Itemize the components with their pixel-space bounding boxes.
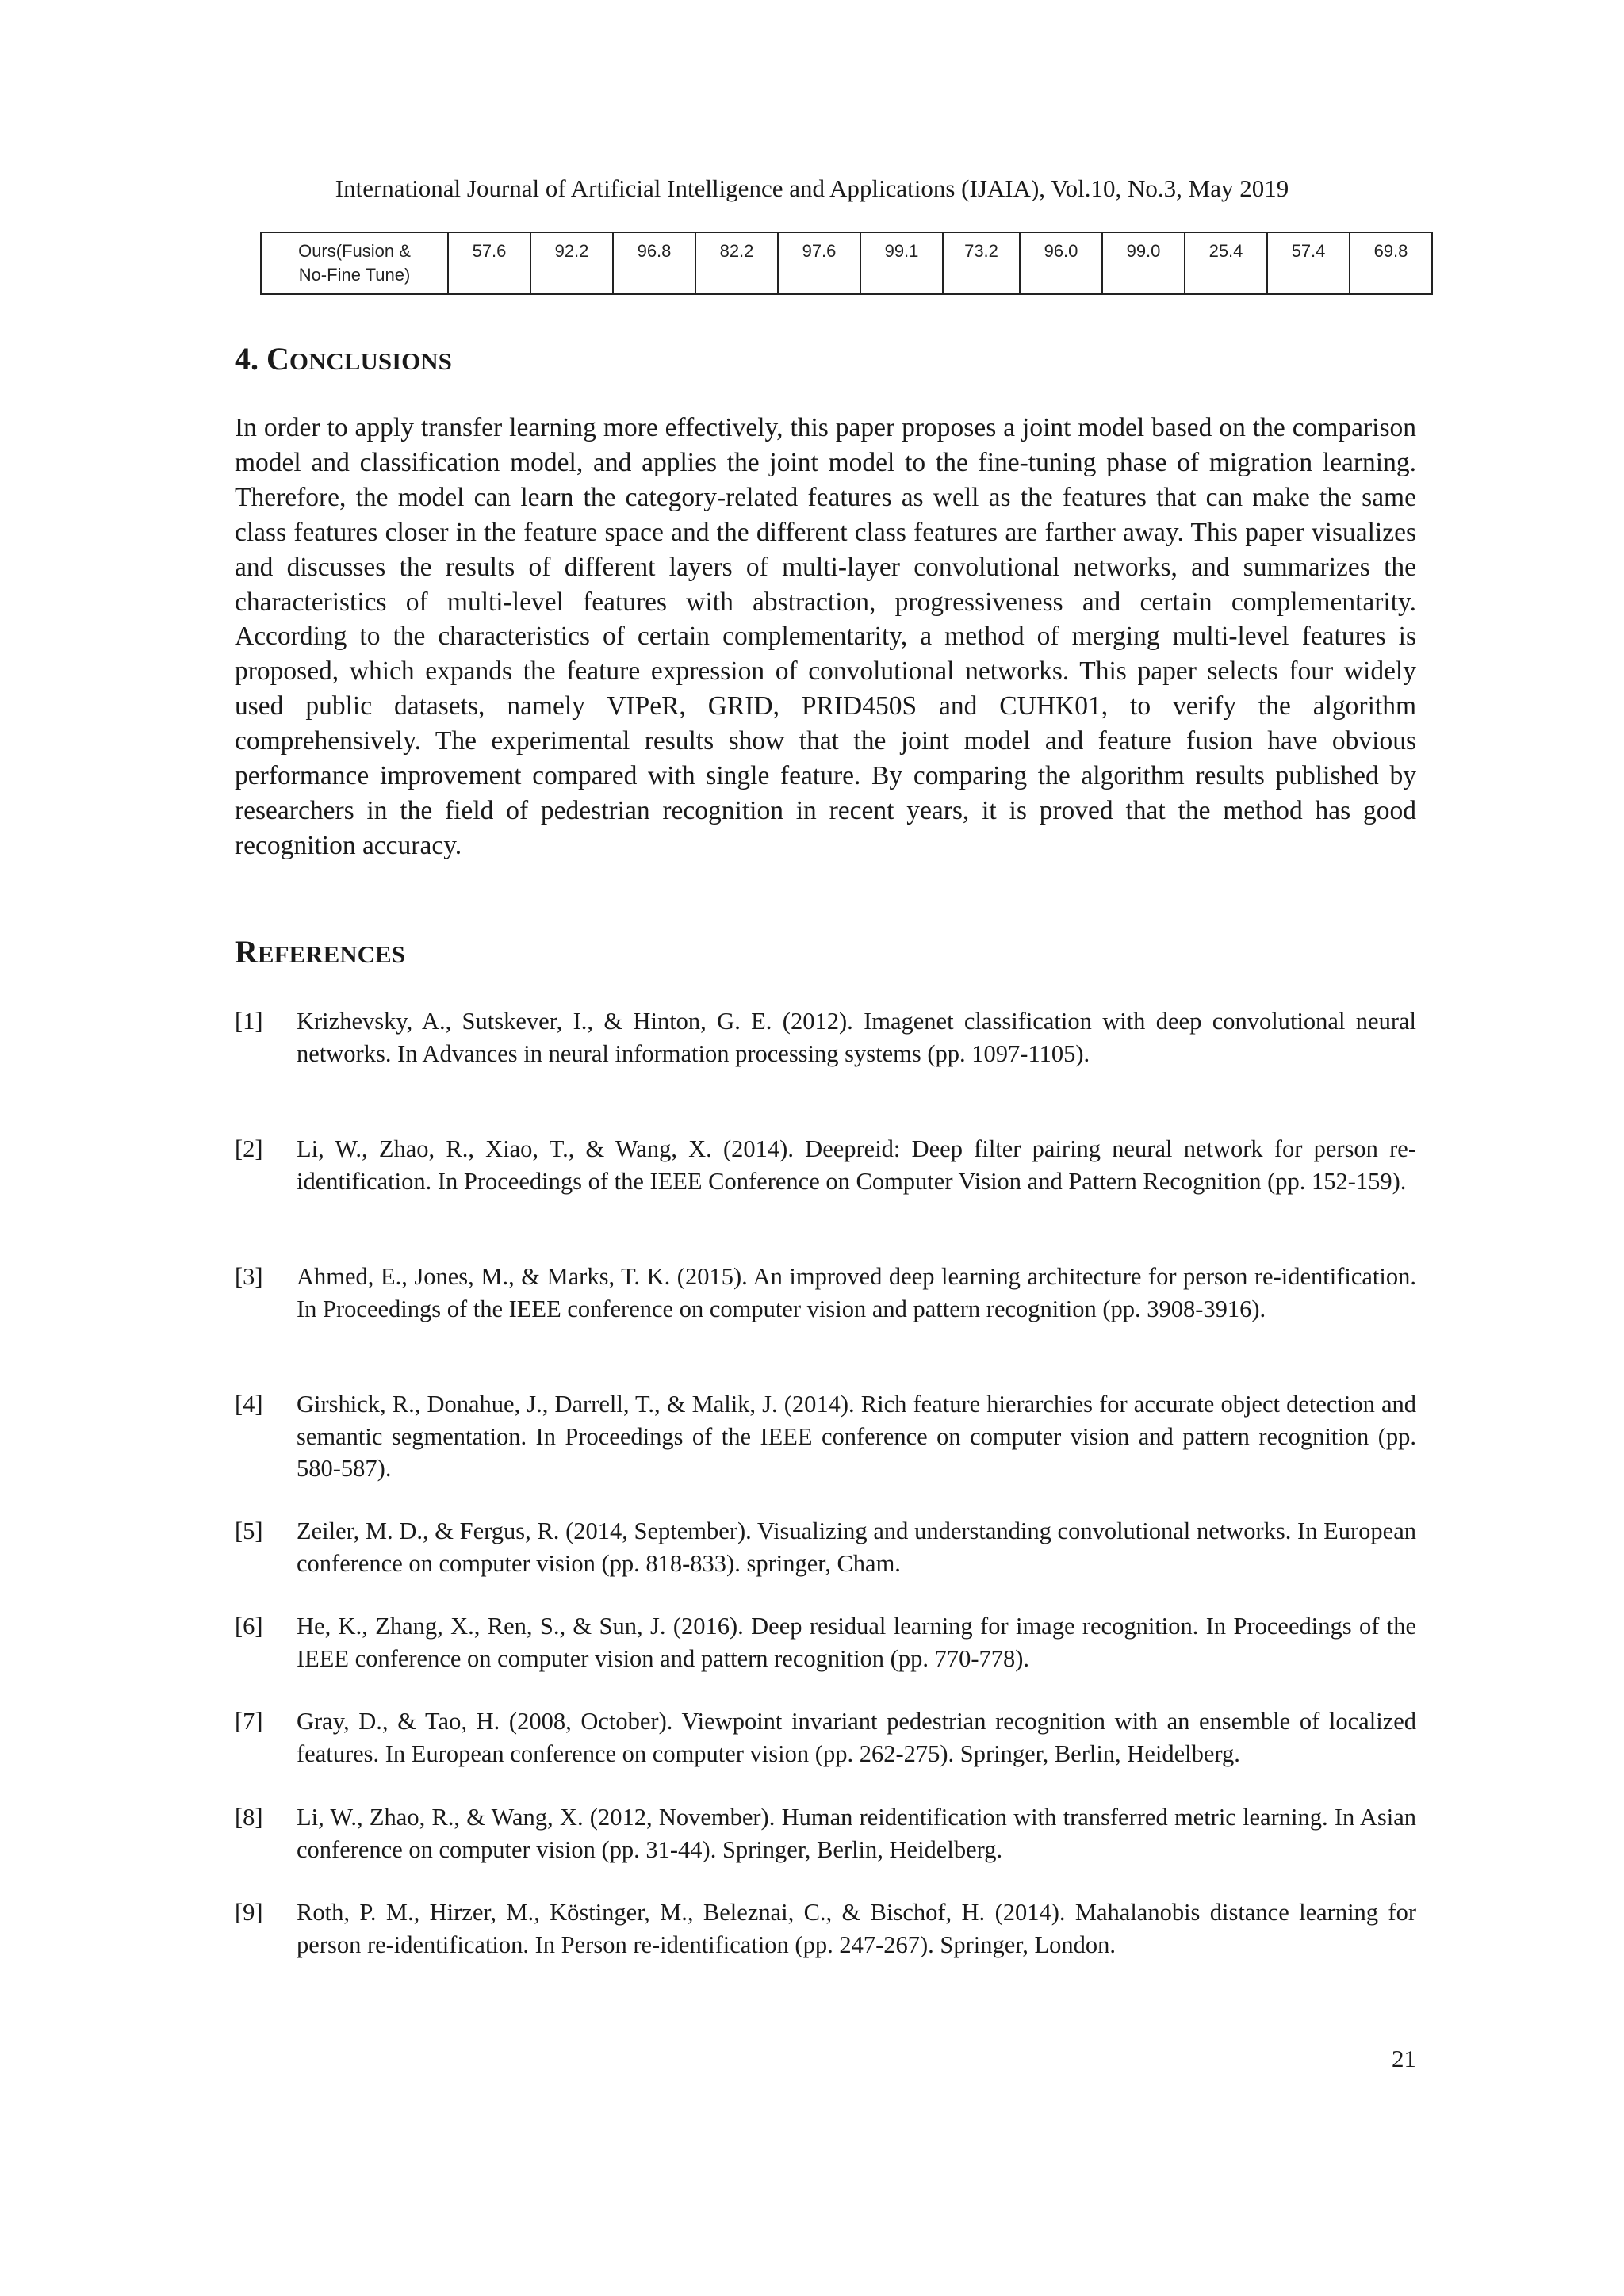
reference-item: [235, 1388, 1416, 1485]
row-label-line-1: Ours(Fusion &: [298, 241, 411, 261]
running-header: International Journal of Artificial Intelligence and Applications (IJAIA), Vol.10, No.3, May 2019: [335, 174, 1289, 202]
references-title-rest: EFERENCES: [257, 940, 405, 968]
table-cell: 25.4: [1185, 232, 1267, 294]
table-cell: 92.2: [530, 232, 613, 294]
reference-text: Zeiler, M. D., & Fergus, R. (2014, September). Visualizing and understanding convolutional networks. In European conference on computer vision (pp. 818-833). springer, Cham.: [297, 1517, 1416, 1577]
conclusions-number: 4.: [235, 341, 266, 377]
table-cell: 96.0: [1020, 232, 1102, 294]
reference-item: [235, 1261, 1416, 1325]
reference-item: [235, 1801, 1416, 1866]
table-cell: 96.8: [613, 232, 695, 294]
reference-number: [2]: [235, 1135, 263, 1162]
conclusions-title-cap: C: [266, 341, 289, 377]
table-cell: 73.2: [943, 232, 1020, 294]
results-table: [260, 232, 1433, 295]
reference-text: Li, W., Zhao, R., & Wang, X. (2012, November). Human reidentification with transferred metric learning. In Asian conference on computer vision (pp. 31-44). Springer, Berlin, Heidelberg.: [297, 1804, 1416, 1863]
references-heading: [235, 932, 405, 974]
reference-number: [6]: [235, 1613, 263, 1640]
reference-text: Gray, D., & Tao, H. (2008, October). Viewpoint invariant pedestrian recognition with an ensemble of localized features. In European conference on computer vision (pp. 262-275). Springer, Berlin, Heidelberg.: [297, 1708, 1416, 1767]
table-cell: 97.6: [778, 232, 860, 294]
reference-number: [7]: [235, 1708, 263, 1735]
table-cell: 99.1: [860, 232, 943, 294]
table-row-label: [261, 232, 448, 294]
reference-item: [235, 1705, 1416, 1770]
reference-text: He, K., Zhang, X., Ren, S., & Sun, J. (2016). Deep residual learning for image recognition. In Proceedings of the IEEE conference on computer vision and pattern recognition (pp. 770-778).: [297, 1613, 1416, 1672]
table-cell: 69.8: [1350, 232, 1432, 294]
reference-number: [4]: [235, 1391, 263, 1418]
table-row: [261, 232, 1432, 294]
reference-item: [235, 1610, 1416, 1674]
table-cell: 57.4: [1267, 232, 1350, 294]
reference-number: [5]: [235, 1517, 263, 1544]
reference-number: [3]: [235, 1263, 263, 1290]
page-number: 21: [1392, 2045, 1416, 2072]
table-cell: 99.0: [1102, 232, 1185, 294]
conclusions-heading: [235, 339, 452, 381]
reference-item: [235, 1133, 1416, 1197]
reference-text: Krizhevsky, A., Sutskever, I., & Hinton, G. E. (2012). Imagenet classification with deep convolutional neural networks. In Advances in neural information processing systems (pp. 1097-1105).: [297, 1008, 1416, 1067]
reference-item: [235, 1515, 1416, 1579]
references-title-cap: R: [235, 934, 258, 970]
reference-number: [1]: [235, 1008, 263, 1035]
table-cell: 57.6: [448, 232, 530, 294]
reference-number: [9]: [235, 1899, 263, 1926]
reference-item: [235, 1005, 1416, 1070]
reference-text: Li, W., Zhao, R., Xiao, T., & Wang, X. (2014). Deepreid: Deep filter pairing neural network for person re-identification. In Proceedings of the IEEE Conference on Computer Vision and Pattern Recognition (pp. 152-159).: [297, 1135, 1416, 1195]
conclusions-paragraph: In order to apply transfer learning more effectively, this paper proposes a joint model based on the comparison model and classification model, and applies the joint model to the fine-tuning phase of migration learning. Therefore, the model can learn the category-related features as well as the features that can make the same class features closer in the feature space and the different class features are farther away. This paper visualizes and discusses the results of different layers of multi-layer convolutional networks, and summarizes the characteristics of multi-level features with abstraction, progressiveness and certain complementarity. According to the characteristics of certain complementarity, a method of merging multi-level features is proposed, which expands the feature expression of convolutional networks. This paper selects four widely used public datasets, namely VIPeR, GRID, PRID450S and CUHK01, to verify the algorithm comprehensively. The experimental results show that the joint model and feature fusion have obvious performance improvement compared with single feature. By comparing the algorithm results published by researchers in the field of pedestrian recognition in recent years, it is proved that the method has good recognition accuracy.: [235, 413, 1416, 860]
row-label-line-2: No-Fine Tune): [298, 265, 411, 285]
reference-text: Ahmed, E., Jones, M., & Marks, T. K. (2015). An improved deep learning architecture for person re-identification. In Proceedings of the IEEE conference on computer vision and pattern recognition (pp. 3908-3916).: [297, 1263, 1416, 1322]
reference-number: [8]: [235, 1804, 263, 1831]
table-cell: 82.2: [695, 232, 778, 294]
reference-text: Girshick, R., Donahue, J., Darrell, T., & Malik, J. (2014). Rich feature hierarchies for accurate object detection and semantic segmentation. In Proceedings of the IEEE conference on computer vision and pattern recognition (pp. 580-587).: [297, 1391, 1416, 1482]
reference-item: [235, 1896, 1416, 1961]
conclusions-title-rest: ONCLUSIONS: [289, 347, 452, 375]
reference-text: Roth, P. M., Hirzer, M., Köstinger, M., Beleznai, C., & Bischof, H. (2014). Mahalanobis distance learning for person re-identification. In Person re-identification (pp. 247-267). Springer, London.: [297, 1899, 1416, 1958]
